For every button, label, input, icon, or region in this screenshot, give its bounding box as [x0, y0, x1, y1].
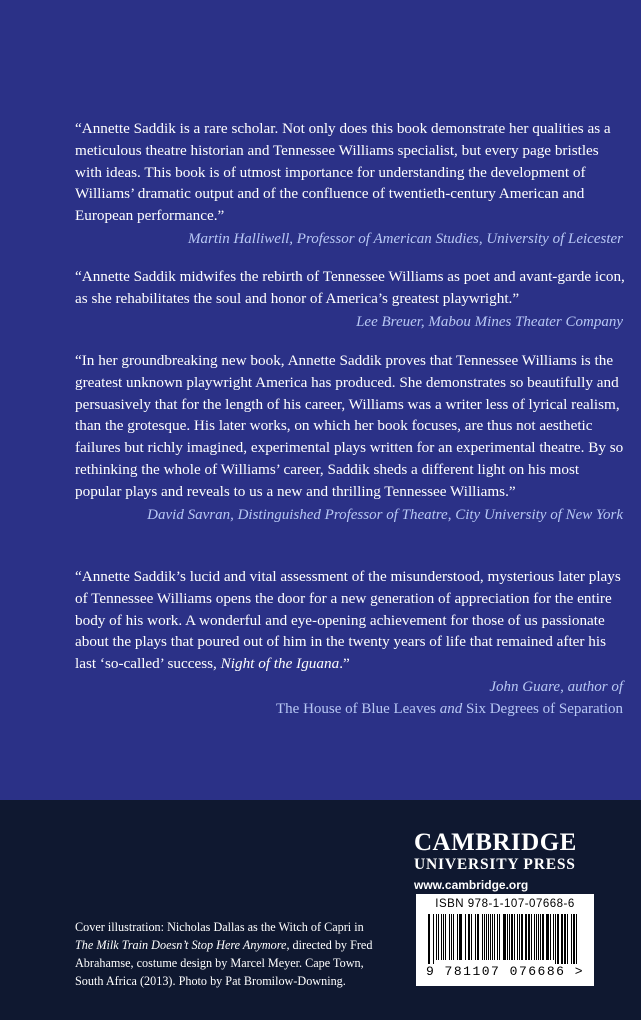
quote-1-text: “Annette Saddik is a rare scholar. Not only does this book demonstrate her qualities as a meticulous theatre historian and Tennessee Williams specialist, but every page bristles with ideas. This book is of utmost importance for understanding the development of Williams’ dramatic output and of the confluence of twentieth-century American and European performance.”	[75, 120, 611, 225]
barcode-bar	[534, 914, 535, 960]
barcode-bar	[531, 914, 532, 960]
barcode-bar	[486, 914, 487, 960]
quote-2-text: “Annette Saddik midwifes the rebirth of Tennessee Williams as poet and avant-garde icon, as she rehabilitates the soul and honor of America’s greatest playwright.”	[75, 268, 625, 307]
quote-2	[75, 266, 627, 333]
barcode-bar	[557, 914, 559, 964]
barcode-bar	[441, 914, 442, 960]
barcode-digits: 9 781107 076686 >	[425, 964, 585, 979]
cover-credit	[75, 918, 375, 990]
barcode-bars	[428, 914, 582, 964]
barcode-bar	[494, 914, 495, 960]
barcode-bar	[449, 914, 450, 960]
quote-4-work-1: The House of Blue Leaves	[276, 700, 436, 717]
quote-4-title: Night of the Iguana	[220, 655, 340, 673]
barcode-bar	[438, 914, 439, 960]
quote-4-body: “Annette Saddik’s lucid and vital assessment of the misunderstood, mysterious later plays of Tennessee Williams opens the door for a new generation of appreciation for the entire body of his work. A wonderful and eye-opening achievement for those of us passionate about the plays that poured out of him in the twenty years of life that remained after his last ‘so-called’ success,	[75, 568, 621, 673]
publisher-name: CAMBRIDGE	[414, 829, 577, 856]
barcode-bar	[525, 914, 527, 960]
barcode-bar	[576, 914, 577, 964]
barcode-bar	[445, 914, 446, 960]
barcode-bar	[553, 914, 554, 960]
quote-4-attribution: John Guare, author of	[489, 678, 623, 695]
isbn-label: ISBN 978-1-107-07668-6	[435, 898, 575, 910]
barcode-panel	[416, 894, 594, 986]
barcode-bar	[477, 914, 479, 960]
barcode-bar	[503, 914, 506, 960]
barcode-bar	[564, 914, 566, 964]
barcode-bar	[433, 914, 434, 964]
barcode-bar	[497, 914, 498, 960]
quote-3-attribution: David Savran, Distinguished Professor of Theatre, City University of New York	[147, 506, 623, 523]
quote-1	[75, 118, 627, 251]
barcode-bar	[550, 914, 551, 960]
quote-4-and: and	[439, 700, 463, 717]
barcode-bar	[436, 914, 437, 960]
quote-2-attribution: Lee Breuer, Mabou Mines Theater Company	[356, 313, 623, 330]
barcode-bar	[482, 914, 483, 960]
publisher-url: www.cambridge.org	[414, 878, 529, 892]
quote-4-work-2: Six Degrees of Separation	[465, 700, 623, 717]
barcode-bar	[536, 914, 537, 960]
barcode-bar	[507, 914, 508, 960]
quote-4-works	[75, 699, 627, 721]
barcode-bar	[555, 914, 556, 964]
barcode-bar	[468, 914, 470, 960]
barcode-bar	[538, 914, 539, 960]
barcode-bar	[514, 914, 515, 960]
barcode-bar	[521, 914, 523, 960]
barcode-bar	[492, 914, 493, 960]
barcode-bar	[428, 914, 430, 964]
barcode-bar	[471, 914, 472, 960]
quote-3-text: “In her groundbreaking new book, Annette Saddik proves that Tennessee Williams is the greatest unknown playwright America has produced. She demonstrates so beautifully and persuasively that for the length of his career, Williams was a writer less of lyrical realism, than the grotesque. His later works, on which her book focuses, are thus not aesthetic failures but richly imagined, experimental plays written for an experimental theatre. By so rethinking the whole of Williams’ career, Saddik sheds a different light on his most popular plays and reveals to us a new and thrilling Tennessee Williams.”	[75, 352, 624, 500]
barcode-bar	[540, 914, 541, 960]
barcode-bar	[573, 914, 575, 964]
barcode-bar	[519, 914, 520, 960]
barcode-bar	[542, 914, 544, 960]
barcode-bar	[459, 914, 462, 960]
barcode-bar	[511, 914, 513, 960]
quote-4-text	[75, 566, 627, 675]
barcode-bar	[457, 914, 458, 960]
barcode-bar	[561, 914, 563, 964]
barcode-bar	[488, 914, 489, 960]
barcode-bar	[475, 914, 476, 960]
barcode-bar	[509, 914, 510, 960]
cover-credit-title: The Milk Train Doesn’t Stop Here Anymore,	[75, 938, 290, 952]
barcode-bar	[443, 914, 444, 960]
quote-1-attribution: Martin Halliwell, Professor of American Studies, University of Leicester	[188, 230, 623, 247]
barcode-bar	[499, 914, 500, 960]
barcode-bar	[517, 914, 518, 960]
barcode-bar	[571, 914, 572, 964]
quote-3	[75, 350, 627, 526]
barcode-bar	[567, 914, 568, 964]
barcode-bar	[490, 914, 491, 960]
barcode-bar	[484, 914, 485, 960]
barcode-bar	[546, 914, 549, 960]
barcode-bar	[465, 914, 466, 960]
publisher-logo	[414, 830, 584, 894]
barcode-bar	[453, 914, 454, 960]
quote-4-end: .”	[339, 655, 350, 673]
publisher-subtitle: UNIVERSITY PRESS	[414, 856, 576, 873]
cover-credit-line1: Cover illustration: Nicholas Dallas as the Witch of Capri in	[75, 920, 364, 934]
quote-4	[75, 566, 627, 721]
footer-band	[0, 800, 641, 1020]
cover-credit-rest: directed by Fred Abrahamse, costume design by Marcel Meyer. Cape Town, South Africa (2013). Photo by Pat Bromilow-Downing.	[75, 938, 373, 988]
barcode-bar	[528, 914, 530, 960]
barcode-bar	[451, 914, 452, 960]
